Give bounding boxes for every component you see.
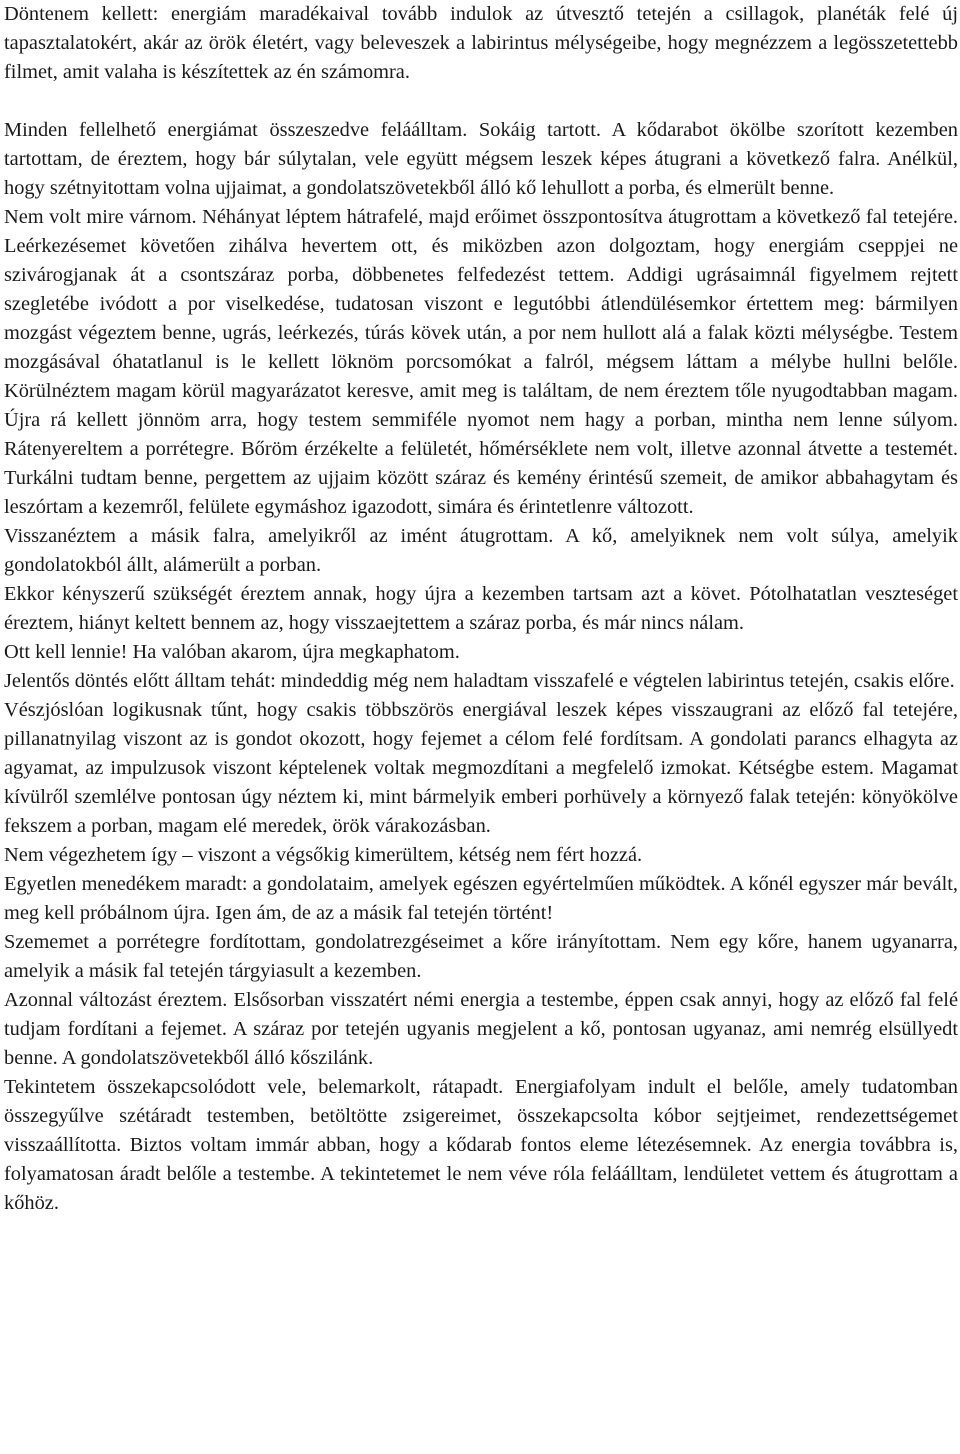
paragraph-5: Ekkor kényszerű szükségét éreztem annak, hogy újra a kezemben tartsam azt a követ. Pótolhatatlan veszteséget éreztem, hiányt keltett bennem az, hogy visszaejtettem a száraz porba, és már nincs nálam. — [4, 583, 958, 634]
paragraph-3: Nem volt mire várnom. Néhányat léptem hátrafelé, majd erőimet összpontosítva átugrottam a következő fal tetejére. Leérkezésemet követően zihálva hevertem ott, és miközben azon dolgoztam, hogy energiám cseppjei ne szivárogjanak át a csontszáraz porba, döbbenetes felfedezést tettem. Addigi ugrásaimnál figyelmem rejtett szegletébe ivódott a por viselkedése, tudatosan viszont e legutóbbi átlendülésemkor értettem meg: bármilyen mozgást végeztem benne, ugrás, leérkezés, túrás kövek után, a por nem hullott alá a falak közti mélységbe. Testem mozgásával óhatatlanul is le kellett löknöm porcsomókat a falról, mégsem láttam a mélybe hullni belőle. Körülnéztem magam körül magyarázatot keresve, amit meg is találtam, de nem éreztem tőle nyugodtabban magam. Újra rá kellett jönnöm arra, hogy testem semmiféle nyomot nem hagy a porban, mintha nem lenne súlyom. Rátenyereltem a porrétegre. Bőröm érzékelte a felületét, hőmérséklete nem volt, illetve azonnal átvette a testemét. Turkálni tudtam benne, pergettem az ujjaim között száraz és kemény érintésű szemeit, de amikor abbahagytam és leszórtam a kezemről, felülete egymáshoz igazodott, simára és érintetlenre változott. — [4, 206, 958, 518]
paragraph-12: Azonnal változást éreztem. Elsősorban visszatért némi energia a testembe, éppen csak annyi, hogy az előző fal felé tudjam fordítani a fejemet. A száraz por tetején ugyanis megjelent a kő, pontosan ugyanaz, ami nemrég elsüllyedt benne. A gondolatszövetekből álló kőszilánk. — [4, 989, 958, 1069]
paragraph-8: Vészjóslóan logikusnak tűnt, hogy csakis többszörös energiával leszek képes visszaugrani az előző fal tetejére, pillanatnyilag viszont az is gondot okozott, hogy fejemet a célom felé fordítsam. A gondolati parancs elhagyta az agyamat, az impulzusok viszont képtelenek voltak megmozdítani a megfelelő izmokat. Kétségbe estem. Magamat kívülről szemlélve pontosan úgy néztem ki, mint bármelyik emberi porhüvely a környező falak tetején: könyökölve fekszem a porban, magam elé meredek, örök várakozásban. — [4, 699, 958, 837]
paragraph-1: Döntenem kellett: energiám maradékaival tovább indulok az útvesztő tetején a csillagok, planéták felé új tapasztalatokért, akár az örök életért, vagy beleveszek a labirintus mélységeibe, hogy megnézzem a legösszetettebb filmet, amit valaha is készítettek az én számomra. — [4, 3, 958, 83]
paragraph-13: Tekintetem összekapcsolódott vele, belemarkolt, rátapadt. Energiafolyam indult el belőle, amely tudatomban összegyűlve szétáradt testemben, betöltötte zsigereimet, összekapcsolta kóbor sejtjeimet, rendezettségemet visszaállította. Biztos voltam immár abban, hogy a kődarab fontos eleme létezésemnek. Az energia továbbra is, folyamatosan áradt belőle a testembe. A tekintetemet le nem véve róla feláálltam, lendületet vettem és átugrottam a kőhöz. — [4, 1076, 958, 1214]
paragraph-6: Ott kell lennie! Ha valóban akarom, újra megkaphatom. — [4, 641, 460, 663]
paragraph-7: Jelentős döntés előtt álltam tehát: mindeddig még nem haladtam visszafelé e végtelen labirintus tetején, csakis előre. — [4, 670, 955, 692]
paragraph-11: Szememet a porrétegre fordítottam, gondolatrezgéseimet a kőre irányítottam. Nem egy kőre, hanem ugyanarra, amelyik a másik fal tetején tárgyiasult a kezemben. — [4, 931, 958, 982]
paragraph-4: Visszanéztem a másik falra, amelyikről az imént átugrottam. A kő, amelyiknek nem volt súlya, amelyik gondolatokból állt, alámerült a porban. — [4, 525, 958, 576]
paragraph-9: Nem végezhetem így – viszont a végsőkig kimerültem, kétség nem fért hozzá. — [4, 844, 643, 866]
paragraph-2: Minden fellelhető energiámat összeszedve feláálltam. Sokáig tartott. A kődarabot ökölbe szorított kezemben tartottam, de éreztem, hogy bár súlytalan, vele együtt mégsem leszek képes átugrani a következő falra. Anélkül, hogy szétnyitottam volna ujjaimat, a gondolatszövetekből álló kő lehullott a porba, és elmerült benne. — [4, 119, 958, 199]
paragraph-10: Egyetlen menedékem maradt: a gondolataim, amelyek egészen egyértelműen működtek. A kőnél egyszer már bevált, meg kell próbálnom újra. Igen ám, de az a másik fal tetején történt! — [4, 873, 958, 924]
